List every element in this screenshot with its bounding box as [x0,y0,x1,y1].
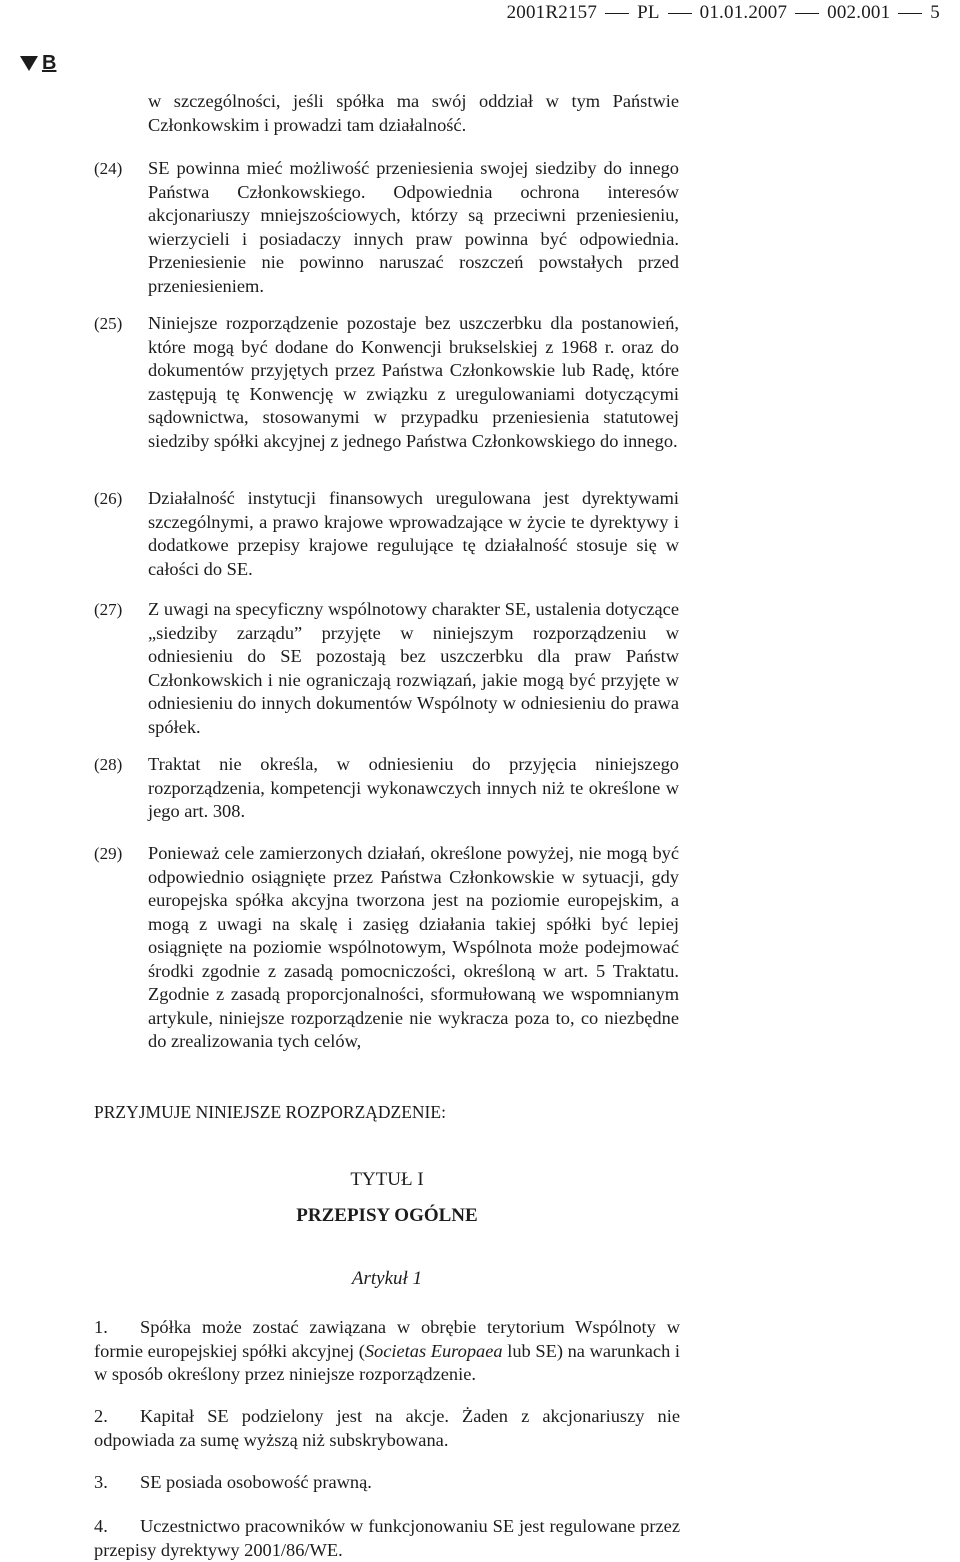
recital-text: Ponieważ cele zamierzonych działań, określone powyżej, nie mogą być odpowiednio osiągnięte przez Państwa Członkowskie w sytuacji, gdy europejska spółka akcyjna tworzona jest na poziomie europejskim, a mogą z uwagi na skalę i zasięg działania takiej spółki być lepiej osiągnięte na poziomie wspólnotowym, Wspólnota może podejmować środki zgodnie z zasadą pomocniczości, określoną w art. 5 Traktatu. Zgodnie z zasadą proporcjonalności, sformułowaną we wspomnianym artykule, niniejsze rozporządzenie nie wykracza poza to, co niezbędne do zrealizowania tych celów, [148,843,679,1051]
recital-text: Niniejsze rozporządzenie pozostaje bez uszczerbku dla postanowień, które mogą być dodane do Konwencji brukselskiej z 1968 r. oraz do dokumentów przyjętych przez Państwa Członkowskie lub Radę, które zastępują tę Konwencję w związku z uregulowaniami dotyczącymi sądownictwa, stosowanymi w przypadku przeniesienia statutowej siedziby spółki akcyjnej z jednego Państwa Członkowskiego do innego. [148,313,679,451]
header-rule [668,13,692,14]
recital-number: (26) [94,489,123,508]
recital-number: (25) [94,314,123,333]
item-text: Uczestnictwo pracowników w funkcjonowaniu SE jest regulowane przez przepisy dyrektywy 2001/86/WE. [94,1516,680,1560]
title-name: PRZEPISY OGÓLNE [296,1205,478,1226]
marker-letter: B [42,52,57,74]
amendment-marker [20,52,56,75]
recital-text: Z uwagi na specyficzny wspólnotowy charakter SE, ustalenia dotyczące „siedziby zarządu” przyjęte w niniejszym rozporządzeniu w odniesieniu do SE pozostają bez uszczerbku dla praw Państw Członkowskich i nie ograniczają rozwiązań, jakie mogą być przyjęte w odniesieniu do innych dokumentów Wspólnoty w odniesieniu do prawa spółek. [148,599,679,737]
recital-number: (27) [94,600,123,619]
doc-language: PL [637,2,660,23]
article-item [94,1405,680,1452]
recital-text: Traktat nie określa, w odniesieniu do przyjęcia niniejszego rozporządzenia, kompetencji wykonawczych innych niż te określone w jego art. 308. [148,754,679,821]
title-number: TYTUŁ I [350,1169,424,1190]
page-number: 5 [930,2,940,23]
adoption-formula: PRZYJMUJE NINIEJSZE ROZPORZĄDZENIE: [94,1102,446,1122]
article-heading: Artykuł 1 [351,1268,423,1289]
header-rule [795,13,819,14]
article-item [94,1515,680,1562]
item-text-italic: Societas Europaea [364,1340,503,1361]
recital-number: (29) [94,844,123,863]
page-header [507,2,940,24]
recital-number: (28) [94,755,123,774]
doc-date: 01.01.2007 [699,2,788,23]
doc-version: 002.001 [827,2,891,23]
recital-number: (24) [94,159,123,178]
recital-text: SE powinna mieć możliwość przeniesienia swojej siedziby do innego Państwa Członkowskiego. Odpowiednia ochrona interesów akcjonariuszy mniejszościowych, którzy są przeciwni przeniesieniu, wierzycieli i posiadaczy innych praw powinna być odpowiednia. Przeniesienie nie powinno naruszać roszczeń powstałych przed przeniesieniem. [148,158,679,296]
article-item [94,1471,680,1495]
item-number: 4. [94,1516,108,1536]
header-rule [605,13,629,14]
intro-paragraph: w szczególności, jeśli spółka ma swój oddział w tym Państwie Członkowskim i prowadzi tam działalność. [148,91,679,135]
item-text: SE posiada osobowość prawną. [140,1472,372,1492]
item-text: lub SE) na warunkach i w sposób określony przez niniejsze rozporządzenie. [94,1340,681,1384]
item-text: Kapitał SE podzielony jest na akcje. Żaden z akcjonariuszy nie odpowiada za sumę wyższą niż subskrybowana. [94,1406,680,1450]
header-rule [898,13,922,14]
recital-text: Działalność instytucji finansowych uregulowana jest dyrektywami szczególnymi, a prawo krajowe wprowadzające w życie te dyrektywy i dodatkowe przepisy krajowe regulujące tę działalność stosuje się w całości do SE. [148,488,679,579]
item-text: Spółka może zostać zawiązana w obrębie terytorium Wspólnoty w formie europejskiej spółki akcyjnej ( [94,1317,680,1361]
item-number: 3. [94,1472,108,1492]
item-number: 2. [94,1406,108,1426]
article-item [94,1316,680,1387]
doc-id: 2001R2157 [506,2,598,23]
triangle-down-icon [20,56,38,71]
item-number: 1. [94,1317,108,1337]
